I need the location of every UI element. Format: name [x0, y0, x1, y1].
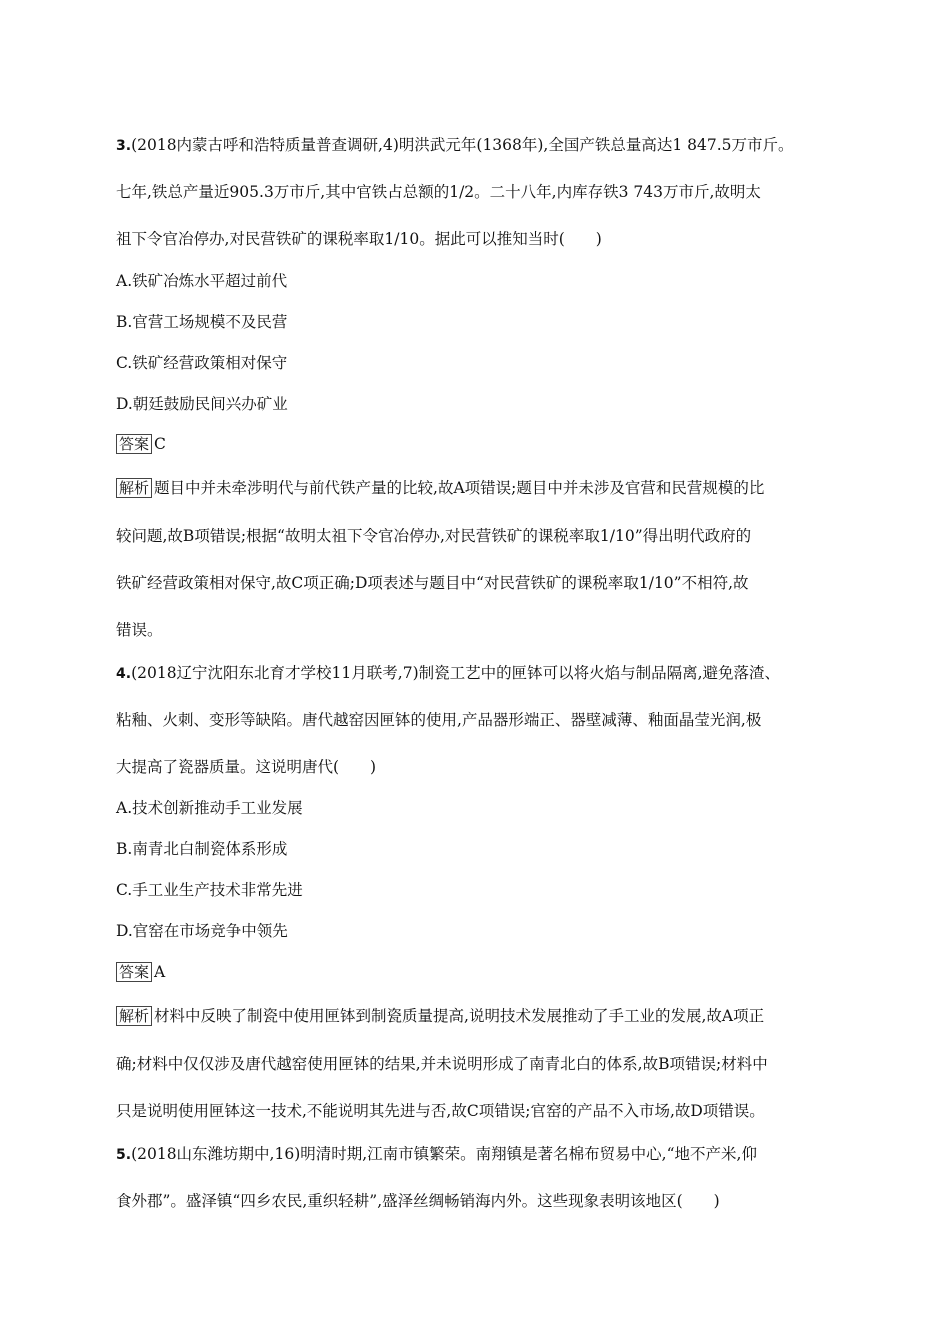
question-3-stem-line-3: 祖下令官冶停办,对民营铁矿的课税率取1/10。据此可以推知当时( ) [116, 230, 602, 248]
question-3-option-c: C.铁矿经营政策相对保守 [116, 354, 288, 372]
question-4-stem-line-2: 粘釉、火刺、变形等缺陷。唐代越窑因匣钵的使用,产品器形端正、器壁减薄、釉面晶莹光润,极 [116, 711, 762, 729]
question-3-analysis-line-3: 铁矿经营政策相对保守,故C项正确;D项表述与题目中“对民营铁矿的课税率取1/10”不相符,故 [116, 574, 749, 592]
question-4-stem-line-1: 4.(2018辽宁沈阳东北育才学校11月联考,7)制瓷工艺中的匣钵可以将火焰与制品隔离,避免落渣、 [116, 664, 781, 682]
question-number: 5. [116, 1147, 132, 1163]
question-5-stem-line-2: 食外郡”。盛泽镇“四乡农民,重织轻耕”,盛泽丝绸畅销海内外。这些现象表明该地区( ) [116, 1192, 720, 1210]
answer-tag: 答案 [116, 434, 152, 454]
question-4-option-d: D.官窑在市场竞争中领先 [116, 922, 288, 940]
analysis-tag: 解析 [116, 1006, 152, 1026]
answer-tag: 答案 [116, 962, 152, 982]
question-4-stem-line-3: 大提高了瓷器质量。这说明唐代( ) [116, 758, 377, 776]
question-3-stem-line-2: 七年,铁总产量近905.3万市斤,其中官铁占总额的1/2。二十八年,内库存铁3 743万市斤,故明太 [116, 183, 761, 201]
question-5-stem-line-1: 5.(2018山东潍坊期中,16)明清时期,江南市镇繁荣。南翔镇是著名棉布贸易中心,“地不产米,仰 [116, 1145, 757, 1163]
question-3-analysis-line-1: 解析 题目中并未牵涉明代与前代铁产量的比较,故A项错误;题目中并未涉及官营和民营规模的比 [116, 477, 836, 499]
question-4-analysis-line-2: 确;材料中仅仅涉及唐代越窑使用匣钵的结果,并未说明形成了南青北白的体系,故B项错误;材料中 [116, 1055, 768, 1073]
question-3-answer [116, 433, 836, 455]
question-4-option-b: B.南青北白制瓷体系形成 [116, 840, 288, 858]
question-3-analysis-line-2: 较问题,故B项错误;根据“故明太祖下令官冶停办,对民营铁矿的课税率取1/10”得出明代政府的 [116, 527, 752, 545]
question-3-analysis-line-4: 错误。 [116, 621, 163, 639]
question-number: 3. [116, 138, 132, 154]
question-3-option-d: D.朝廷鼓励民间兴办矿业 [116, 395, 288, 413]
question-3-stem-line-1: 3.(2018内蒙古呼和浩特质量普查调研,4)明洪武元年(1368年),全国产铁总量高达1 847.5万市斤。 [116, 136, 794, 154]
question-4-analysis-line-3: 只是说明使用匣钵这一技术,不能说明其先进与否,故C项错误;官窑的产品不入市场,故D项错误。 [116, 1102, 765, 1120]
question-3-option-b: B.官营工场规模不及民营 [116, 313, 288, 331]
analysis-tag: 解析 [116, 478, 152, 498]
question-4-answer [116, 961, 836, 983]
answer-value: C [154, 435, 166, 453]
question-4-analysis-line-1: 解析 材料中反映了制瓷中使用匣钵到制瓷质量提高,说明技术发展推动了手工业的发展,故A项正 [116, 1005, 836, 1027]
question-4-option-c: C.手工业生产技术非常先进 [116, 881, 303, 899]
answer-value: A [154, 963, 166, 981]
question-3-option-a: A.铁矿冶炼水平超过前代 [116, 272, 288, 290]
question-4-option-a: A.技术创新推动手工业发展 [116, 799, 303, 817]
question-number: 4. [116, 666, 132, 682]
